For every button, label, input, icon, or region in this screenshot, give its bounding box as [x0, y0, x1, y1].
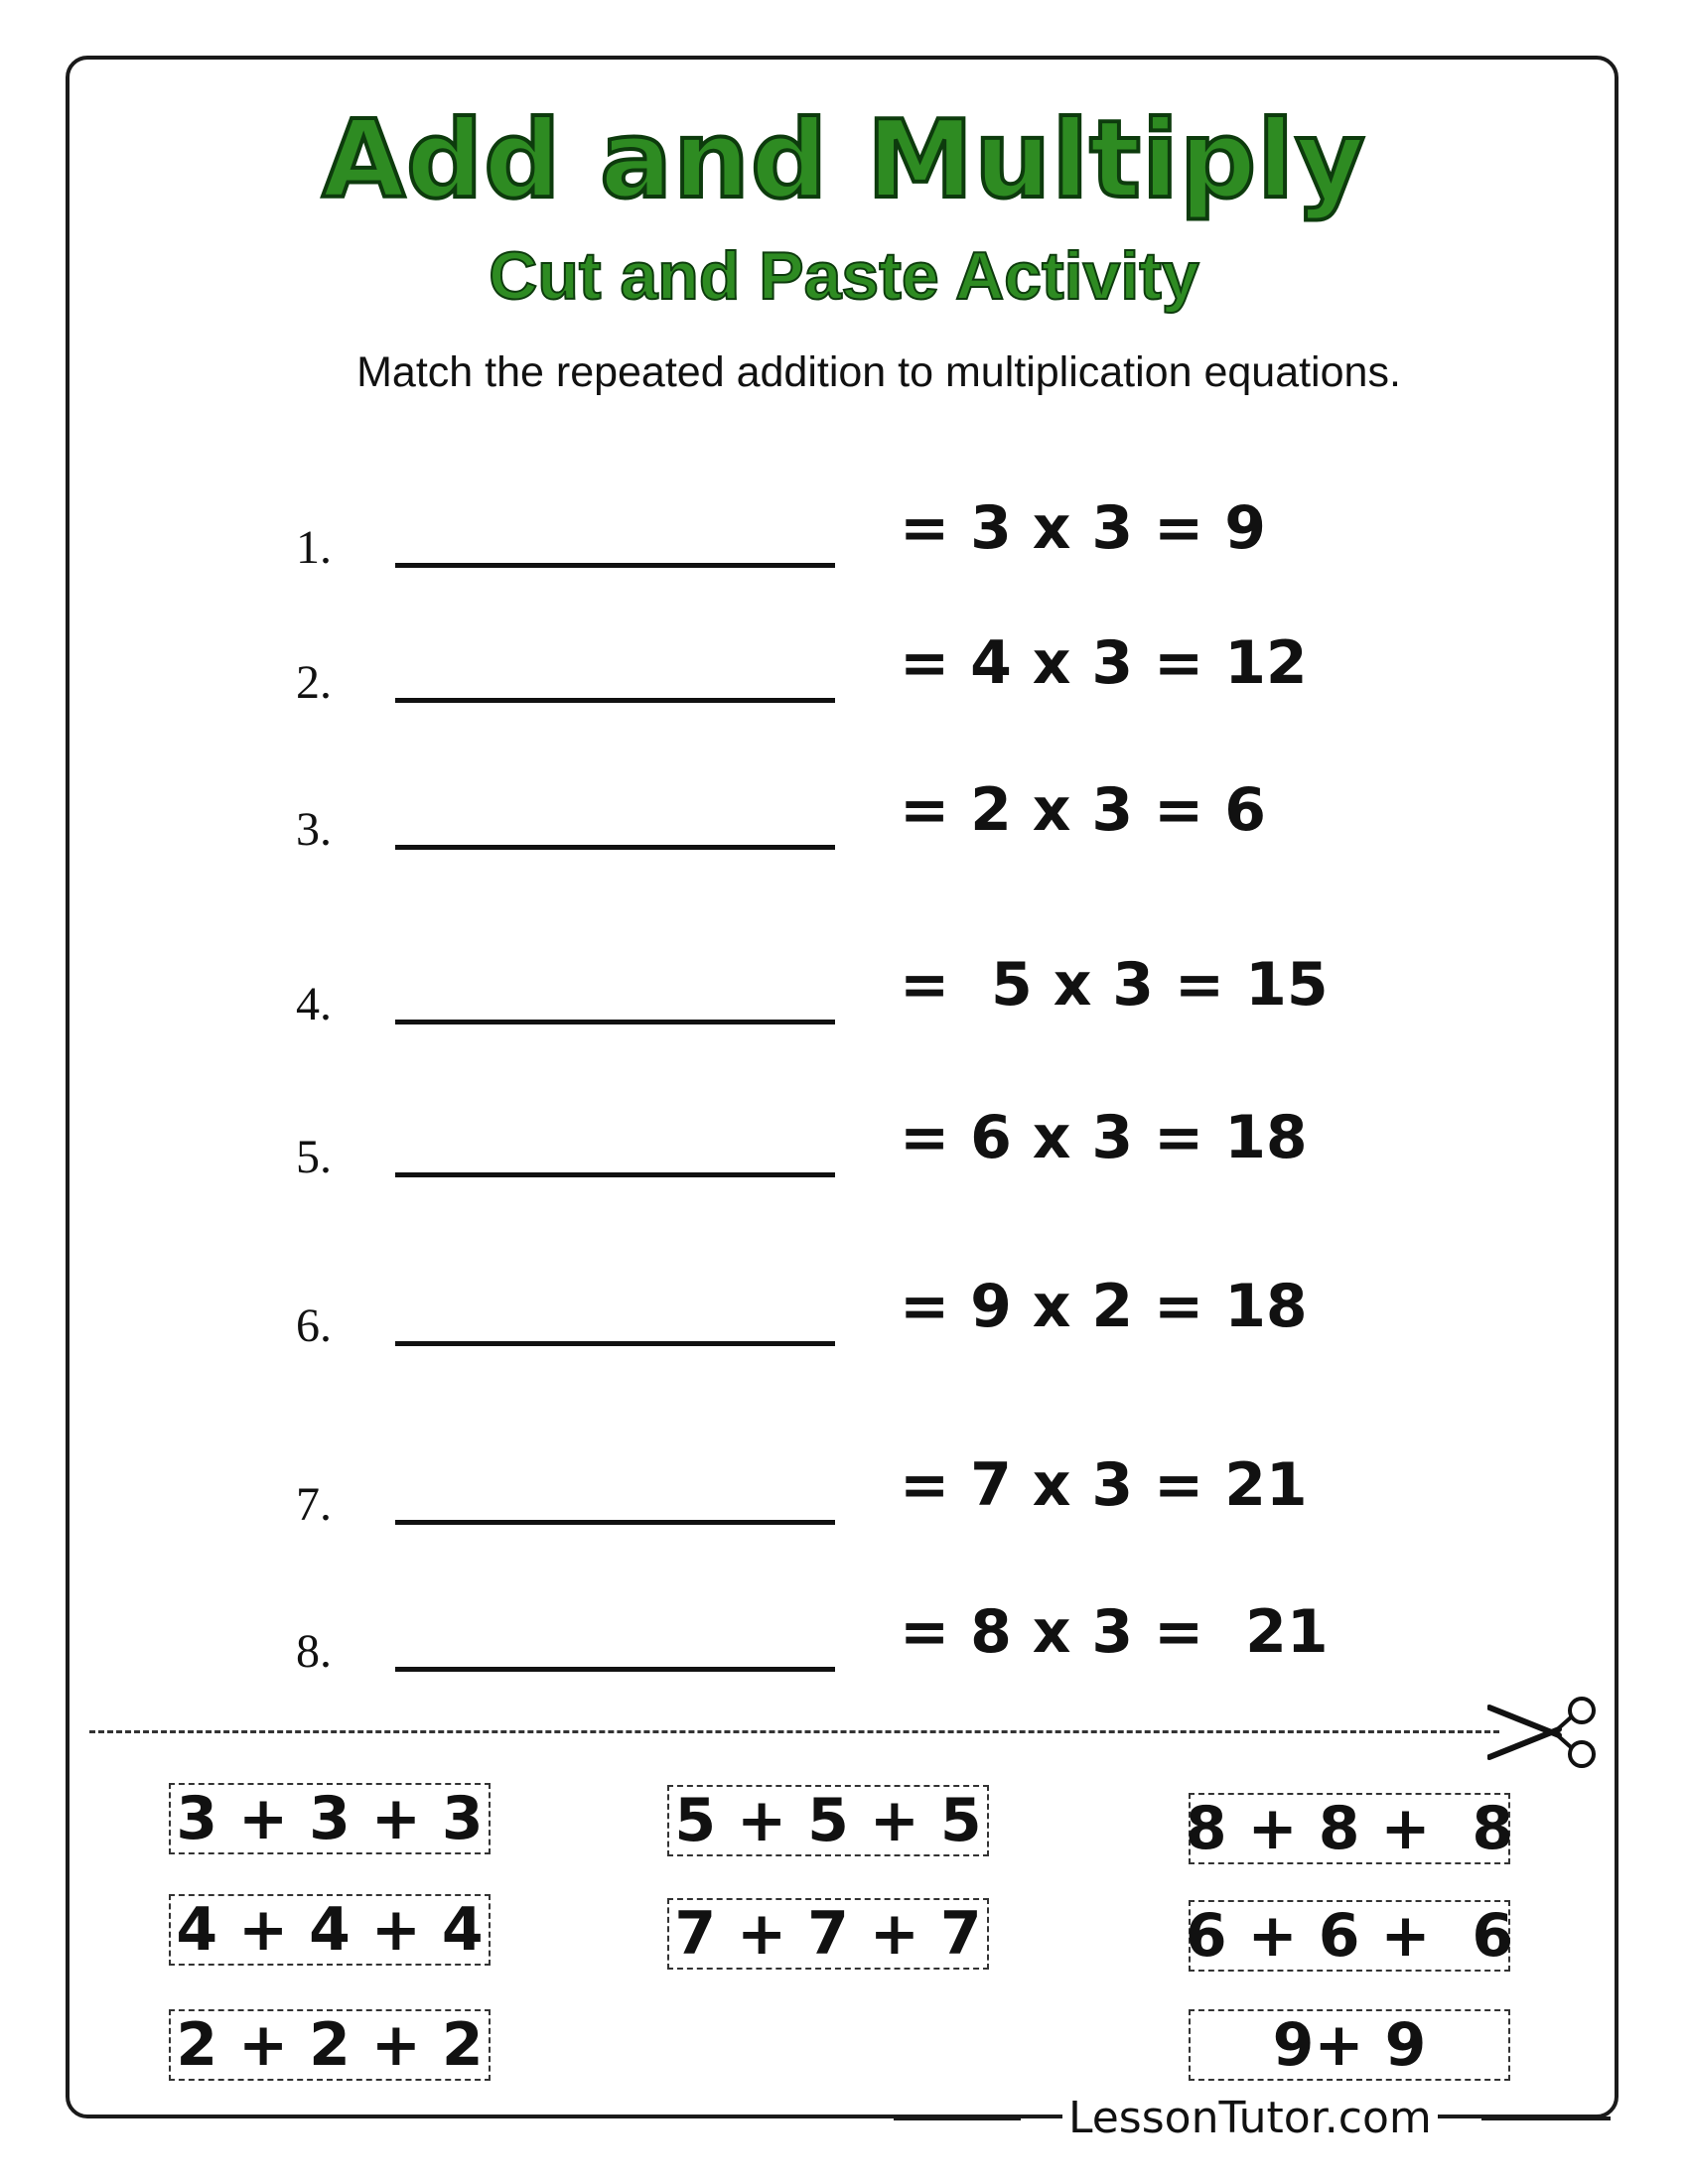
equation-text: = 7 x 3 = 21 — [900, 1450, 1308, 1520]
problem-number: 8. — [296, 1625, 332, 1678]
problem-number: 4. — [296, 978, 332, 1030]
answer-blank[interactable] — [395, 563, 835, 568]
answer-blank[interactable] — [395, 698, 835, 703]
cutout-card[interactable]: 3 + 3 + 3 — [169, 1783, 491, 1854]
equation-text: = 9 x 2 = 18 — [900, 1272, 1308, 1341]
problem-row-6 — [0, 1271, 1688, 1350]
answer-blank[interactable] — [395, 845, 835, 850]
problem-number: 2. — [296, 656, 332, 709]
scissors-icon — [1487, 1696, 1603, 1769]
problem-row-5 — [0, 1102, 1688, 1181]
cutout-card[interactable]: 6 + 6 + 6 — [1185, 1901, 1514, 1971]
problem-row-3 — [0, 774, 1688, 854]
problem-row-1 — [0, 492, 1688, 572]
worksheet-subtitle: Cut and Paste Activity — [489, 238, 1199, 314]
problem-number: 6. — [296, 1299, 332, 1352]
cutout-card[interactable]: 8 + 8 + 8 — [1185, 1794, 1514, 1863]
problem-row-2 — [0, 627, 1688, 707]
problem-number: 3. — [296, 803, 332, 856]
problem-row-8 — [0, 1596, 1688, 1676]
answer-blank[interactable] — [395, 1172, 835, 1177]
footer-site-name[interactable]: LessonTutor.com — [1062, 2097, 1438, 2140]
problem-number: 5. — [296, 1131, 332, 1183]
footer-rule-right — [1481, 2116, 1611, 2120]
cutout-card[interactable]: 5 + 5 + 5 — [667, 1785, 989, 1856]
cutout-card[interactable]: 9+ 9 — [1189, 2009, 1510, 2081]
instructions-text: Match the repeated addition to multiplication equations. — [356, 348, 1401, 396]
equation-text: = 4 x 3 = 12 — [900, 628, 1308, 698]
cutout-card[interactable]: 2 + 2 + 2 — [169, 2009, 491, 2081]
problem-number: 7. — [296, 1478, 332, 1531]
equation-text: = 5 x 3 = 15 — [900, 950, 1329, 1020]
answer-blank[interactable] — [395, 1520, 835, 1525]
answer-blank[interactable] — [395, 1341, 835, 1346]
equation-text: = 2 x 3 = 6 — [900, 775, 1266, 845]
equation-text: = 8 x 3 = 21 — [900, 1597, 1329, 1667]
cutout-card[interactable]: 4 + 4 + 4 — [169, 1894, 491, 1966]
problem-number: 1. — [296, 521, 332, 574]
equation-text: = 3 x 3 = 9 — [900, 493, 1266, 563]
cut-line — [89, 1730, 1499, 1733]
equation-text: = 6 x 3 = 18 — [900, 1103, 1308, 1172]
answer-blank[interactable] — [395, 1020, 835, 1024]
footer-rule-left — [894, 2116, 1021, 2120]
problem-row-7 — [0, 1449, 1688, 1529]
worksheet-title: Add and Multiply — [322, 98, 1366, 222]
cutout-card[interactable]: 7 + 7 + 7 — [667, 1898, 989, 1970]
answer-blank[interactable] — [395, 1667, 835, 1672]
problem-row-4 — [0, 949, 1688, 1028]
